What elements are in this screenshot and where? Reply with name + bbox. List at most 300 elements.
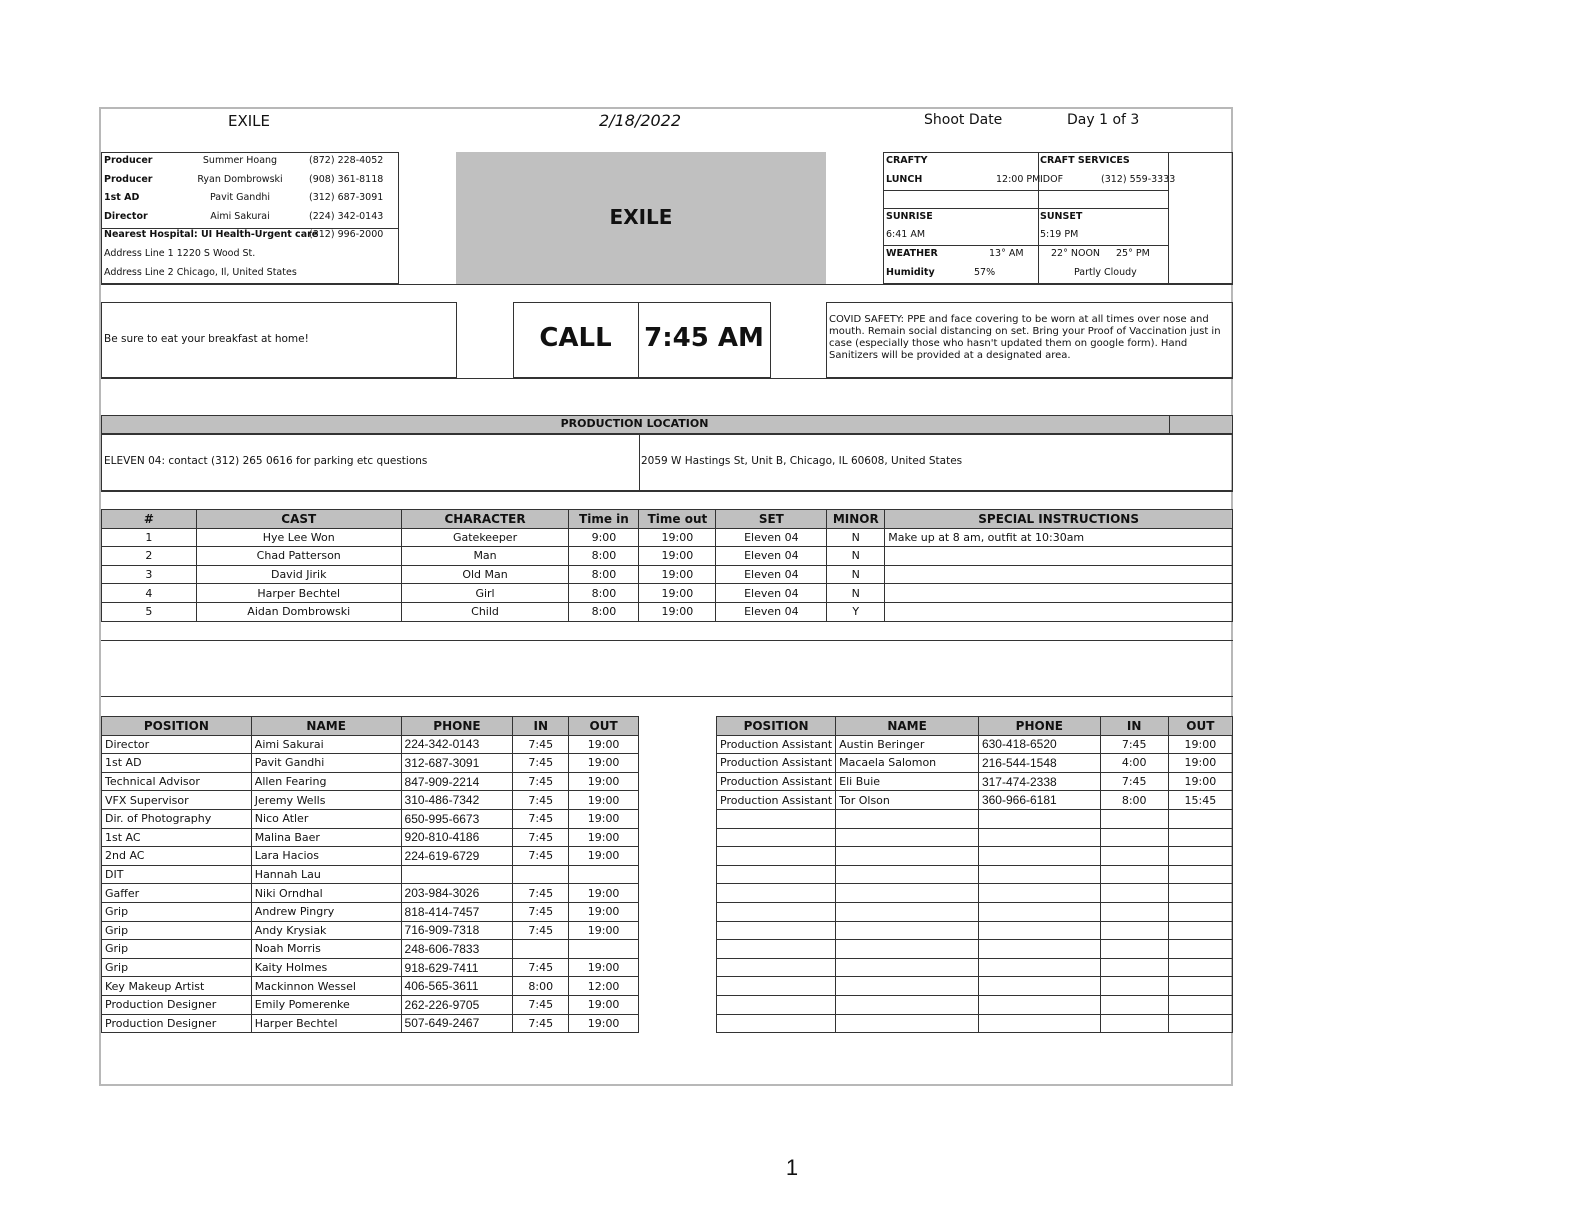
- crew-cell: [978, 977, 1100, 996]
- crew-cell: 19:00: [569, 735, 639, 754]
- location-heading: PRODUCTION LOCATION: [560, 417, 709, 430]
- crew-cell: 7:45: [513, 921, 569, 940]
- cast-column-header: Time out: [639, 510, 716, 529]
- crew-cell: 203-984-3026: [401, 884, 513, 903]
- crew-cell: [717, 1014, 836, 1033]
- page-number: 1: [785, 1155, 799, 1180]
- crew-cell: [1100, 977, 1168, 996]
- crew-row: [102, 958, 639, 977]
- cast-cell: Eleven 04: [716, 565, 827, 584]
- crew-cell: [1168, 828, 1232, 847]
- contact-phone: (872) 228-4052: [309, 155, 384, 166]
- cast-cell: Gatekeeper: [401, 528, 569, 547]
- crew-cell: [717, 958, 836, 977]
- crew-cell: 7:45: [513, 735, 569, 754]
- crew-row: [717, 1014, 1233, 1033]
- crew-cell: 7:45: [513, 828, 569, 847]
- crew-cell: 15:45: [1168, 791, 1232, 810]
- crew-cell: 19:00: [569, 902, 639, 921]
- crew-row: [102, 754, 639, 773]
- cast-cell: Child: [401, 602, 569, 621]
- crew-cell: Production Designer: [102, 1014, 252, 1033]
- cast-column-header: SPECIAL INSTRUCTIONS: [885, 510, 1233, 529]
- crew-cell: Allen Fearing: [251, 772, 401, 791]
- craft-services-label: CRAFT SERVICES: [1040, 155, 1130, 166]
- crew-table-right: [716, 716, 1233, 1033]
- crew-cell: [717, 921, 836, 940]
- crew-cell: Austin Beringer: [836, 735, 979, 754]
- cast-cell: 1: [102, 528, 197, 547]
- crew-row: [717, 902, 1233, 921]
- crew-cell: [1168, 847, 1232, 866]
- crew-cell: Kaity Holmes: [251, 958, 401, 977]
- contact-name: Summer Hoang: [202, 155, 278, 166]
- sunrise-time: 6:41 AM: [886, 229, 926, 240]
- cast-cell: Eleven 04: [716, 547, 827, 566]
- crew-cell: Production Designer: [102, 995, 252, 1014]
- crew-cell: Nico Atler: [251, 809, 401, 828]
- sheet-title: EXILE: [228, 112, 271, 130]
- crew-column-header: NAME: [836, 717, 979, 736]
- cast-row: [102, 547, 1233, 566]
- crew-cell: Emily Pomerenke: [251, 995, 401, 1014]
- crew-cell: 847-909-2214: [401, 772, 513, 791]
- crew-cell: [717, 865, 836, 884]
- covid-notice: COVID SAFETY: PPE and face covering to be worn at all times over nose and mouth. Remain social distancing on set. Bring your Proof of Vaccination just in case (especially those who hasn't updated them on google form). Hand Sanitizers will be provided at a designated area.: [829, 314, 1221, 361]
- crew-cell: [1168, 921, 1232, 940]
- contact-name: Aimi Sakurai: [210, 211, 270, 222]
- crew-cell: [1168, 1014, 1232, 1033]
- crew-cell: [717, 977, 836, 996]
- contact-phone: (312) 687-3091: [309, 192, 384, 203]
- crew-cell: [836, 958, 979, 977]
- crew-cell: [1100, 809, 1168, 828]
- crew-cell: 7:45: [513, 902, 569, 921]
- temp-pm: 25° PM: [1116, 248, 1150, 259]
- cast-cell: N: [827, 547, 885, 566]
- crew-cell: [978, 884, 1100, 903]
- crafty-label: CRAFTY: [886, 155, 928, 166]
- crew-row: [102, 828, 639, 847]
- crew-cell: Noah Morris: [251, 940, 401, 959]
- cast-cell: Make up at 8 am, outfit at 10:30am: [885, 528, 1233, 547]
- cast-cell: Old Man: [401, 565, 569, 584]
- crew-cell: [1100, 921, 1168, 940]
- cast-cell: N: [827, 584, 885, 603]
- crew-cell: [1100, 940, 1168, 959]
- crew-cell: 7:45: [513, 754, 569, 773]
- location-name: ELEVEN 04: contact (312) 265 0616 for parking etc questions: [104, 455, 428, 467]
- crew-cell: 1st AC: [102, 828, 252, 847]
- crew-cell: 1st AD: [102, 754, 252, 773]
- crew-cell: 19:00: [569, 995, 639, 1014]
- lunch-time: 12:00 PM: [996, 174, 1041, 185]
- crew-cell: [717, 902, 836, 921]
- crew-column-header: NAME: [251, 717, 401, 736]
- crew-cell: 19:00: [1168, 772, 1232, 791]
- crew-row: [102, 791, 639, 810]
- crew-row: [717, 735, 1233, 754]
- cast-cell: 8:00: [569, 584, 639, 603]
- crew-row: [102, 1014, 639, 1033]
- crew-cell: [1100, 865, 1168, 884]
- contact-role: Producer: [104, 174, 153, 185]
- cast-column-header: SET: [716, 510, 827, 529]
- sunrise-label: SUNRISE: [886, 211, 933, 222]
- crew-column-header: OUT: [1168, 717, 1232, 736]
- crew-cell: Dir. of Photography: [102, 809, 252, 828]
- contact-phone: (224) 342-0143: [309, 211, 384, 222]
- crew-cell: Malina Baer: [251, 828, 401, 847]
- crew-cell: 262-226-9705: [401, 995, 513, 1014]
- crew-cell: [717, 884, 836, 903]
- crew-column-header: PHONE: [978, 717, 1100, 736]
- cast-column-header: MINOR: [827, 510, 885, 529]
- humidity-value: 57%: [974, 267, 996, 278]
- crew-cell: 818-414-7457: [401, 902, 513, 921]
- crew-cell: [717, 995, 836, 1014]
- crew-cell: [978, 828, 1100, 847]
- cast-cell: N: [827, 528, 885, 547]
- crew-cell: 19:00: [569, 772, 639, 791]
- crew-cell: 7:45: [513, 791, 569, 810]
- crew-cell: 7:45: [1100, 735, 1168, 754]
- location-address: 2059 W Hastings St, Unit B, Chicago, IL 60608, United States: [641, 455, 963, 467]
- crew-cell: [717, 940, 836, 959]
- crew-cell: 7:45: [513, 809, 569, 828]
- crew-cell: [978, 847, 1100, 866]
- crew-cell: Andy Krysiak: [251, 921, 401, 940]
- cast-cell: [885, 584, 1233, 603]
- crew-cell: [836, 921, 979, 940]
- crew-cell: [401, 865, 513, 884]
- cast-row: [102, 584, 1233, 603]
- crew-cell: Mackinnon Wessel: [251, 977, 401, 996]
- crew-column-header: PHONE: [401, 717, 513, 736]
- crew-cell: Macaela Salomon: [836, 754, 979, 773]
- contact-role: Director: [104, 211, 148, 222]
- crew-cell: [1100, 995, 1168, 1014]
- crew-cell: 360-966-6181: [978, 791, 1100, 810]
- cast-cell: Eleven 04: [716, 602, 827, 621]
- shoot-date: 2/18/2022: [599, 111, 682, 130]
- crew-cell: 4:00: [1100, 754, 1168, 773]
- contact-role: Producer: [104, 155, 153, 166]
- crew-cell: 317-474-2338: [978, 772, 1100, 791]
- cast-row: [102, 602, 1233, 621]
- crew-cell: Director: [102, 735, 252, 754]
- crew-row: [717, 828, 1233, 847]
- cast-cell: Y: [827, 602, 885, 621]
- crew-row: [717, 865, 1233, 884]
- cast-cell: 4: [102, 584, 197, 603]
- crew-row: [717, 772, 1233, 791]
- breakfast-note: Be sure to eat your breakfast at home!: [104, 333, 309, 345]
- hospital-address-1: Address Line 1 1220 S Wood St.: [104, 248, 256, 259]
- crew-cell: 19:00: [569, 884, 639, 903]
- cast-column-header: #: [102, 510, 197, 529]
- weather-conditions: Partly Cloudy: [1074, 267, 1137, 278]
- crew-cell: Grip: [102, 940, 252, 959]
- crew-cell: Grip: [102, 902, 252, 921]
- crew-cell: [1100, 958, 1168, 977]
- cast-cell: 2: [102, 547, 197, 566]
- crew-cell: Production Assistant: [717, 754, 836, 773]
- cast-cell: 8:00: [569, 565, 639, 584]
- sunset-time: 5:19 PM: [1040, 229, 1079, 240]
- crew-row: [102, 847, 639, 866]
- crew-row: [102, 772, 639, 791]
- crew-cell: [836, 884, 979, 903]
- crew-cell: 920-810-4186: [401, 828, 513, 847]
- call-label: CALL: [539, 323, 612, 353]
- crew-row: [102, 940, 639, 959]
- cast-cell: 19:00: [639, 547, 716, 566]
- crew-cell: [978, 995, 1100, 1014]
- contact-role: 1st AD: [104, 192, 140, 203]
- crew-cell: 406-565-3611: [401, 977, 513, 996]
- crew-cell: [836, 995, 979, 1014]
- cast-cell: Aidan Dombrowski: [196, 602, 401, 621]
- crew-cell: 19:00: [1168, 754, 1232, 773]
- cast-cell: 19:00: [639, 565, 716, 584]
- crew-column-header: IN: [513, 717, 569, 736]
- crew-cell: 918-629-7411: [401, 958, 513, 977]
- crew-cell: 19:00: [1168, 735, 1232, 754]
- crew-cell: [1100, 847, 1168, 866]
- crew-row: [717, 940, 1233, 959]
- crew-cell: [513, 940, 569, 959]
- hospital-label: Nearest Hospital: UI Health-Urgent care: [104, 229, 319, 240]
- cast-column-header: CAST: [196, 510, 401, 529]
- crew-cell: Grip: [102, 958, 252, 977]
- craft-vendor: IDOF: [1040, 174, 1064, 185]
- cast-row: [102, 565, 1233, 584]
- crew-row: [717, 809, 1233, 828]
- crew-cell: [978, 958, 1100, 977]
- crew-cell: [836, 902, 979, 921]
- crew-cell: [1168, 884, 1232, 903]
- crew-row: [102, 995, 639, 1014]
- crew-cell: [836, 865, 979, 884]
- cast-cell: Harper Bechtel: [196, 584, 401, 603]
- crew-cell: 7:45: [513, 1014, 569, 1033]
- crew-row: [717, 847, 1233, 866]
- crew-cell: 19:00: [569, 791, 639, 810]
- crew-cell: 216-544-1548: [978, 754, 1100, 773]
- crew-cell: 224-619-6729: [401, 847, 513, 866]
- crew-cell: 19:00: [569, 754, 639, 773]
- cast-cell: 19:00: [639, 584, 716, 603]
- crew-cell: [1168, 902, 1232, 921]
- crew-cell: 19:00: [569, 847, 639, 866]
- crew-cell: Harper Bechtel: [251, 1014, 401, 1033]
- crew-cell: [1168, 995, 1232, 1014]
- crew-cell: 8:00: [513, 977, 569, 996]
- crew-cell: 7:45: [513, 772, 569, 791]
- crew-cell: [836, 809, 979, 828]
- crew-cell: Grip: [102, 921, 252, 940]
- crew-cell: 630-418-6520: [978, 735, 1100, 754]
- weather-label: WEATHER: [886, 248, 938, 259]
- crew-row: [102, 921, 639, 940]
- call-time: 7:45 AM: [644, 323, 764, 353]
- temp-am: 13° AM: [989, 248, 1024, 259]
- crew-cell: [569, 865, 639, 884]
- cast-column-header: CHARACTER: [401, 510, 569, 529]
- crew-row: [717, 977, 1233, 996]
- crew-cell: 19:00: [569, 1014, 639, 1033]
- crew-row: [717, 921, 1233, 940]
- crew-table-left: [101, 716, 639, 1033]
- crew-cell: [836, 940, 979, 959]
- crew-cell: 7:45: [1100, 772, 1168, 791]
- crew-cell: [1168, 940, 1232, 959]
- crew-cell: Gaffer: [102, 884, 252, 903]
- crew-cell: [978, 809, 1100, 828]
- cast-cell: 19:00: [639, 602, 716, 621]
- crew-cell: 19:00: [569, 921, 639, 940]
- crew-cell: Production Assistant: [717, 791, 836, 810]
- crew-cell: [1100, 828, 1168, 847]
- hospital-phone: (312) 996-2000: [309, 229, 384, 240]
- crew-cell: [978, 921, 1100, 940]
- crew-row: [717, 884, 1233, 903]
- crew-row: [102, 809, 639, 828]
- crew-cell: 507-649-2467: [401, 1014, 513, 1033]
- crew-cell: Hannah Lau: [251, 865, 401, 884]
- crew-row: [102, 735, 639, 754]
- contact-phone: (908) 361-8118: [309, 174, 384, 185]
- crew-row: [717, 958, 1233, 977]
- crew-cell: 224-342-0143: [401, 735, 513, 754]
- crew-cell: DIT: [102, 865, 252, 884]
- crew-cell: Pavit Gandhi: [251, 754, 401, 773]
- cast-cell: 9:00: [569, 528, 639, 547]
- crew-cell: [978, 902, 1100, 921]
- crew-cell: 716-909-7318: [401, 921, 513, 940]
- crew-cell: 2nd AC: [102, 847, 252, 866]
- cast-column-header: Time in: [569, 510, 639, 529]
- crew-cell: 7:45: [513, 884, 569, 903]
- crew-cell: 19:00: [569, 828, 639, 847]
- crew-row: [717, 995, 1233, 1014]
- craft-phone: (312) 559-3333: [1101, 174, 1176, 185]
- cast-cell: 8:00: [569, 602, 639, 621]
- cast-cell: Hye Lee Won: [196, 528, 401, 547]
- cast-cell: 19:00: [639, 528, 716, 547]
- crew-cell: Tor Olson: [836, 791, 979, 810]
- cast-cell: 5: [102, 602, 197, 621]
- crew-row: [102, 902, 639, 921]
- crew-cell: VFX Supervisor: [102, 791, 252, 810]
- crew-cell: Production Assistant: [717, 772, 836, 791]
- cast-cell: Eleven 04: [716, 528, 827, 547]
- crew-row: [717, 791, 1233, 810]
- hospital-address-2: Address Line 2 Chicago, Il, United States: [104, 267, 297, 278]
- crew-cell: Andrew Pingry: [251, 902, 401, 921]
- crew-row: [717, 754, 1233, 773]
- cast-cell: Girl: [401, 584, 569, 603]
- cast-cell: 8:00: [569, 547, 639, 566]
- cast-cell: [885, 547, 1233, 566]
- crew-cell: Key Makeup Artist: [102, 977, 252, 996]
- humidity-label: Humidity: [886, 267, 935, 278]
- cast-row: [102, 528, 1233, 547]
- crew-cell: 8:00: [1100, 791, 1168, 810]
- crew-cell: Production Assistant: [717, 735, 836, 754]
- crew-cell: [1100, 902, 1168, 921]
- crew-cell: [836, 847, 979, 866]
- lunch-label: LUNCH: [886, 174, 923, 185]
- crew-cell: Niki Orndhal: [251, 884, 401, 903]
- cast-cell: Man: [401, 547, 569, 566]
- crew-cell: 19:00: [569, 809, 639, 828]
- crew-cell: Aimi Sakurai: [251, 735, 401, 754]
- crew-cell: [836, 828, 979, 847]
- crew-cell: Lara Hacios: [251, 847, 401, 866]
- crew-cell: [1100, 884, 1168, 903]
- cast-cell: David Jirik: [196, 565, 401, 584]
- crew-cell: [513, 865, 569, 884]
- shoot-day: Day 1 of 3: [1067, 112, 1140, 128]
- crew-cell: [836, 1014, 979, 1033]
- crew-column-header: POSITION: [717, 717, 836, 736]
- contact-name: Ryan Dombrowski: [197, 174, 283, 185]
- crew-cell: [1100, 1014, 1168, 1033]
- crew-cell: [717, 828, 836, 847]
- crew-row: [102, 884, 639, 903]
- crew-cell: Technical Advisor: [102, 772, 252, 791]
- cast-cell: Chad Patterson: [196, 547, 401, 566]
- crew-cell: [1168, 865, 1232, 884]
- sunset-label: SUNSET: [1040, 211, 1083, 222]
- crew-cell: 12:00: [569, 977, 639, 996]
- crew-cell: [1168, 958, 1232, 977]
- crew-cell: [1168, 809, 1232, 828]
- crew-cell: 248-606-7833: [401, 940, 513, 959]
- crew-cell: Jeremy Wells: [251, 791, 401, 810]
- crew-column-header: OUT: [569, 717, 639, 736]
- crew-cell: [717, 809, 836, 828]
- crew-row: [102, 977, 639, 996]
- crew-cell: Eli Buie: [836, 772, 979, 791]
- crew-cell: [1168, 977, 1232, 996]
- crew-cell: [717, 847, 836, 866]
- crew-cell: 7:45: [513, 958, 569, 977]
- crew-cell: [569, 940, 639, 959]
- crew-cell: 7:45: [513, 995, 569, 1014]
- crew-column-header: IN: [1100, 717, 1168, 736]
- temp-noon: 22° NOON: [1051, 248, 1101, 259]
- crew-row: [102, 865, 639, 884]
- crew-cell: [978, 865, 1100, 884]
- crew-cell: 19:00: [569, 958, 639, 977]
- cast-cell: [885, 602, 1233, 621]
- crew-cell: [836, 977, 979, 996]
- crew-column-header: POSITION: [102, 717, 252, 736]
- crew-cell: [978, 1014, 1100, 1033]
- cast-cell: [885, 565, 1233, 584]
- crew-cell: 650-995-6673: [401, 809, 513, 828]
- crew-cell: [978, 940, 1100, 959]
- contact-name: Pavit Gandhi: [209, 192, 271, 203]
- banner-title: EXILE: [609, 205, 673, 229]
- cast-table: [101, 509, 1233, 622]
- crew-cell: 312-687-3091: [401, 754, 513, 773]
- cast-cell: 3: [102, 565, 197, 584]
- cast-cell: N: [827, 565, 885, 584]
